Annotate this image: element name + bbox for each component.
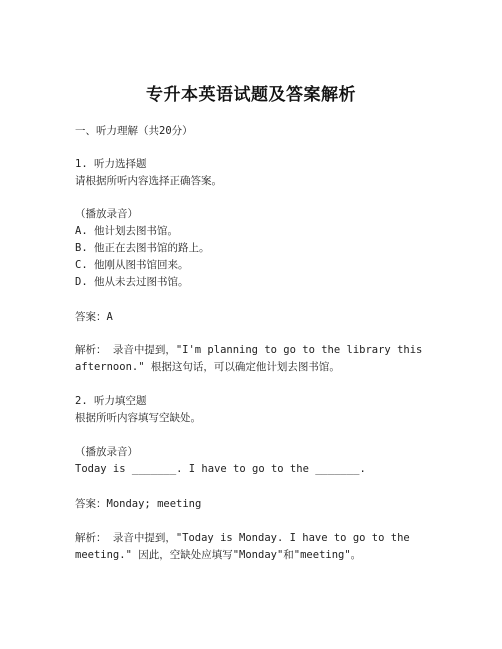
question-2-answer: 答案：Monday; meeting: [75, 498, 202, 510]
section-heading: 一、听力理解（共20分）: [75, 125, 193, 137]
question-1-instruction: 请根据所听内容选择正确答案。: [75, 175, 222, 187]
question-1-answer: 答案：A: [75, 311, 113, 323]
question-1-explanation-line-2: afternoon." 根据这句话，可以确定他计划去图书馆。: [75, 361, 340, 373]
question-1-audio-note: （播放录音）: [75, 208, 138, 220]
question-1-option-a: A. 他计划去图书馆。: [75, 225, 178, 237]
question-1-option-b: B. 他正在去图书馆的路上。: [75, 242, 210, 254]
question-1-title: 1. 听力选择题: [75, 158, 147, 170]
question-1-option-d: D. 他从未去过图书馆。: [75, 276, 189, 288]
question-2-title: 2. 听力填空题: [75, 395, 147, 407]
question-2-instruction: 根据所听内容填写空缺处。: [75, 412, 201, 424]
question-2-explanation-line-2: meeting." 因此，空缺处应填写"Monday"和"meeting"。: [75, 549, 362, 561]
question-2-audio-note: （播放录音）: [75, 446, 138, 458]
question-2-explanation-line-1: 解析： 录音中提到，"Today is Monday. I have to go to the: [75, 532, 410, 544]
document-title: 专升本英语试题及答案解析: [146, 85, 356, 105]
question-1-option-c: C. 他刚从图书馆回来。: [75, 259, 189, 271]
question-1-explanation-line-1: 解析： 录音中提到，"I'm planning to go to the library this: [75, 344, 423, 356]
question-2-sentence: Today is _______. I have to go to the _______.: [75, 463, 366, 475]
